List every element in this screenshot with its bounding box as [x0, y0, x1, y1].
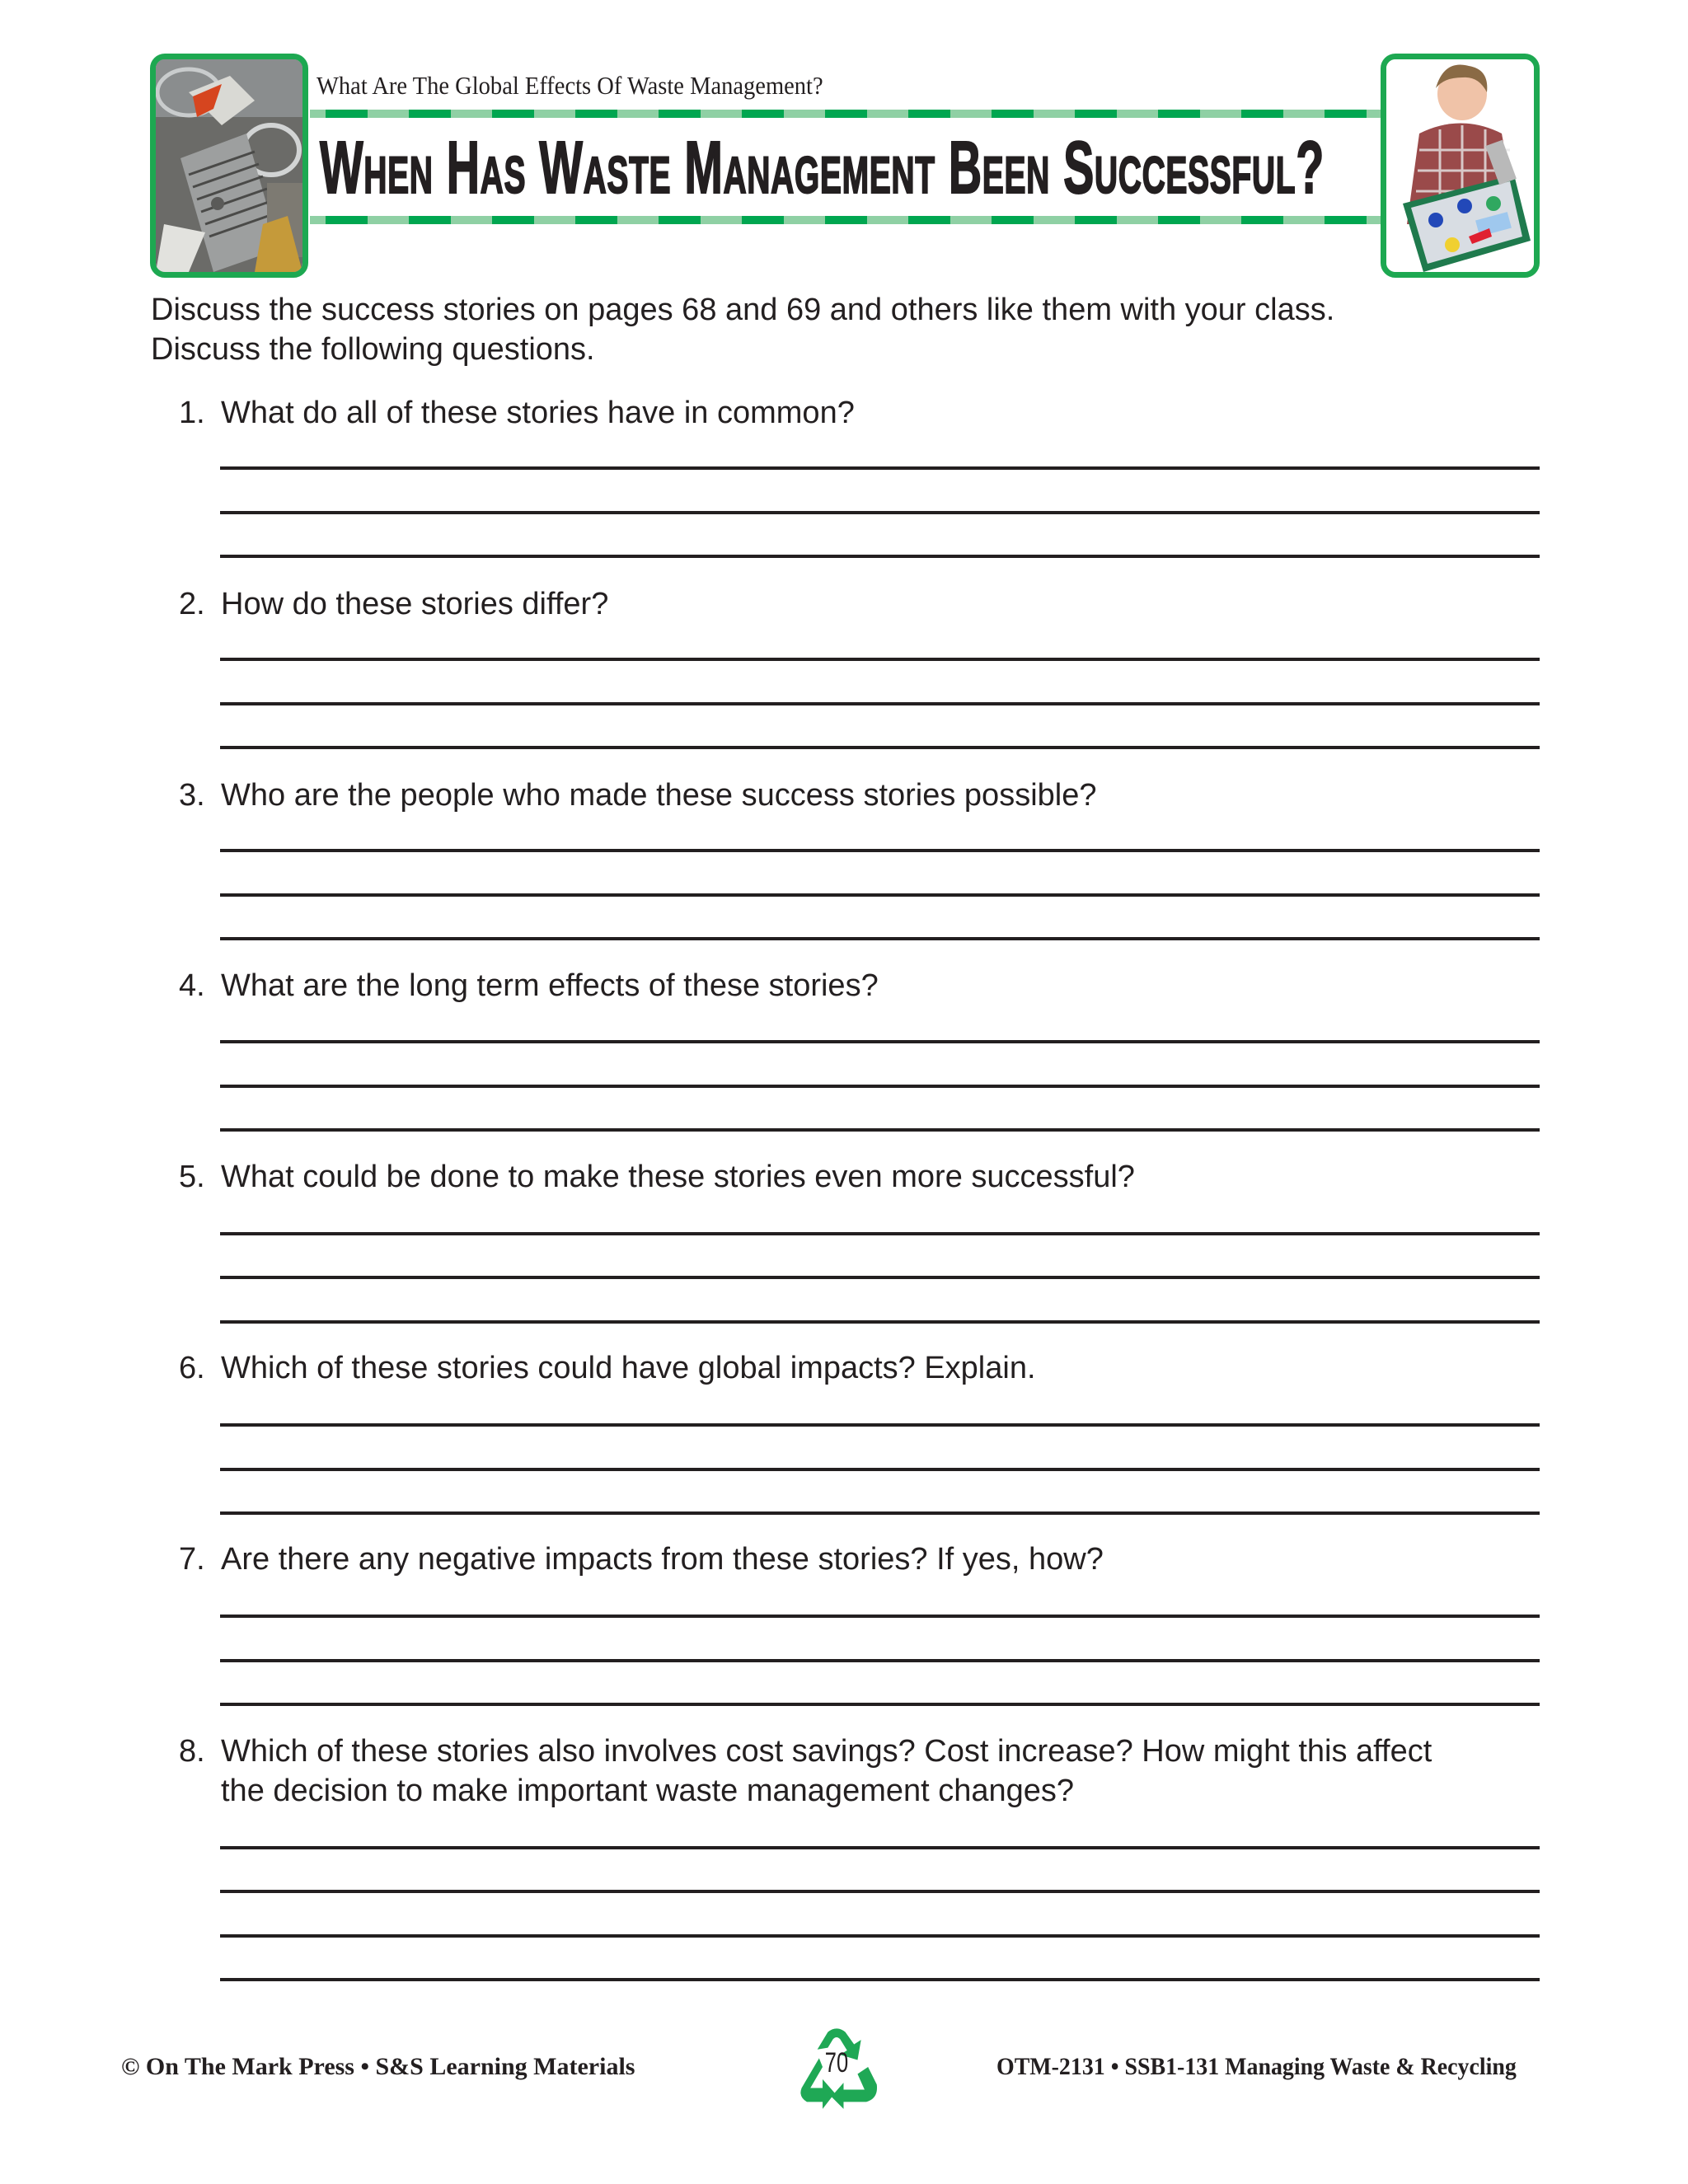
- answer-line[interactable]: [220, 1085, 1540, 1088]
- answer-line[interactable]: [220, 1468, 1540, 1471]
- question-text: Who are the people who made these success stories possible?: [221, 778, 1097, 813]
- answer-line[interactable]: [220, 511, 1540, 514]
- answer-line[interactable]: [220, 1659, 1540, 1662]
- dashed-band-top: [310, 110, 1381, 118]
- question-text: Which of these stories also involves cost savings? Cost increase? How might this affect the decision to make important waste management changes?: [221, 1734, 1432, 1808]
- question-text: What could be done to make these stories even more successful?: [221, 1160, 1135, 1194]
- footer-copyright: © On The Mark Press • S&S Learning Materials: [121, 2053, 635, 2080]
- answer-line[interactable]: [220, 849, 1540, 852]
- dashed-band-bottom: [310, 216, 1381, 224]
- page-title: When Has Waste Management Been Successful?: [320, 127, 1325, 209]
- footer-product-code: OTM-2131 • SSB1-131 Managing Waste & Recycling: [996, 2053, 1517, 2080]
- scrap-metal-photo: [150, 54, 308, 278]
- question-number: 6.: [179, 1351, 205, 1385]
- boy-with-recycling-bin-image: [1386, 59, 1534, 272]
- question-text: What do all of these stories have in common?: [221, 396, 855, 430]
- answer-line[interactable]: [220, 746, 1540, 749]
- intro-text: [151, 290, 1334, 369]
- answer-line[interactable]: [220, 1934, 1540, 1938]
- answer-line[interactable]: [220, 1276, 1540, 1279]
- answer-line[interactable]: [220, 1511, 1540, 1515]
- answer-line[interactable]: [220, 702, 1540, 705]
- question-number: 2.: [179, 587, 205, 621]
- answer-line[interactable]: [220, 555, 1540, 558]
- answer-line[interactable]: [220, 937, 1540, 940]
- intro-line: Discuss the following questions.: [151, 332, 595, 367]
- question-number: 1.: [179, 396, 205, 430]
- question-number: 4.: [179, 968, 205, 1003]
- answer-line[interactable]: [220, 658, 1540, 661]
- question-number: 5.: [179, 1160, 205, 1194]
- question-text: What are the long term effects of these stories?: [221, 968, 879, 1003]
- answer-line[interactable]: [220, 466, 1540, 470]
- answer-line[interactable]: [220, 1232, 1540, 1235]
- answer-line[interactable]: [220, 1320, 1540, 1324]
- question-text: Which of these stories could have global impacts? Explain.: [221, 1351, 1036, 1385]
- intro-line: Discuss the success stories on pages 68 and 69 and others like them with your class.: [151, 293, 1335, 327]
- answer-line[interactable]: [220, 893, 1540, 897]
- question-text: How do these stories differ?: [221, 587, 609, 621]
- junk-pile-image: [156, 59, 302, 272]
- question-text: Are there any negative impacts from these stories? If yes, how?: [221, 1542, 1104, 1577]
- question-number: 7.: [179, 1542, 205, 1577]
- answer-line[interactable]: [220, 1423, 1540, 1427]
- answer-line[interactable]: [220, 1703, 1540, 1706]
- unit-subtitle: What Are The Global Effects Of Waste Management?: [316, 71, 823, 100]
- question-number: 8.: [179, 1734, 205, 1769]
- answer-line[interactable]: [220, 1846, 1540, 1849]
- answer-line[interactable]: [220, 1615, 1540, 1618]
- page-number: 70: [824, 2047, 849, 2079]
- answer-line[interactable]: [220, 1890, 1540, 1893]
- recycling-boy-photo: [1381, 54, 1540, 278]
- answer-line[interactable]: [220, 1040, 1540, 1043]
- answer-line[interactable]: [220, 1978, 1540, 1981]
- question-number: 3.: [179, 778, 205, 813]
- answer-line[interactable]: [220, 1128, 1540, 1132]
